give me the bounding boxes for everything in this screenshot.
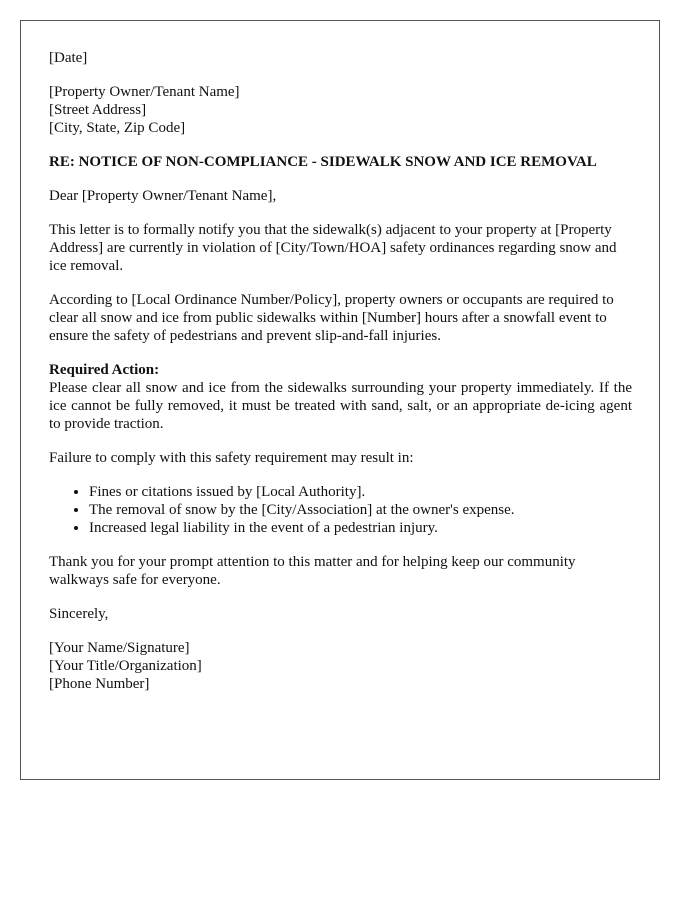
closing: Sincerely, <box>49 606 109 622</box>
ordinance-paragraph: According to [Local Ordinance Number/Policy], property owners or occupants are required to clear all snow and ice from public sidewalks within [Number] hours after a snowfall event to ensure the safety of pedestrians and prevent slip-and-fall injuries. <box>49 292 614 344</box>
intro-paragraph: This letter is to formally notify you that the sidewalk(s) adjacent to your property at [Property Address] are currently in violation of [City/Town/HOA] safety ordinances regarding snow and ice removal. <box>49 222 617 274</box>
salutation: Dear [Property Owner/Tenant Name], <box>49 188 277 204</box>
recipient-city-state-zip: [City, State, Zip Code] <box>49 120 186 136</box>
signature-name: [Your Name/Signature] <box>49 640 190 656</box>
letter-page <box>20 20 660 780</box>
list-item: • The removal of snow by the [City/Association] at the owner's expense. <box>89 501 632 519</box>
signature-block <box>49 639 632 693</box>
required-action-section <box>49 361 632 433</box>
recipient-street: [Street Address] <box>49 102 147 118</box>
list-item: • Increased legal liability in the event of a pedestrian injury. <box>89 519 632 537</box>
failure-intro: Failure to comply with this safety requirement may result in: <box>49 450 414 466</box>
date-line <box>49 49 632 67</box>
required-action-text: Please clear all snow and ice from the sidewalks surrounding your property immediately. If the ice cannot be fully removed, it must be treated with sand, salt, or an appropriate de-icing agent to provide traction. <box>49 380 632 432</box>
required-action-label: Required Action: <box>49 362 160 378</box>
subject-line: RE: NOTICE OF NON-COMPLIANCE - SIDEWALK SNOW AND ICE REMOVAL <box>49 154 597 170</box>
signature-phone: [Phone Number] <box>49 676 150 692</box>
letter-date: [Date] <box>49 50 88 66</box>
recipient-name: [Property Owner/Tenant Name] <box>49 84 240 100</box>
consequences-list <box>49 483 632 537</box>
closing-paragraph: Thank you for your prompt attention to this matter and for helping keep our community walkways safe for everyone. <box>49 554 576 588</box>
list-item: • Fines or citations issued by [Local Authority]. <box>89 483 632 501</box>
recipient-address <box>49 83 632 137</box>
signature-title: [Your Title/Organization] <box>49 658 202 674</box>
